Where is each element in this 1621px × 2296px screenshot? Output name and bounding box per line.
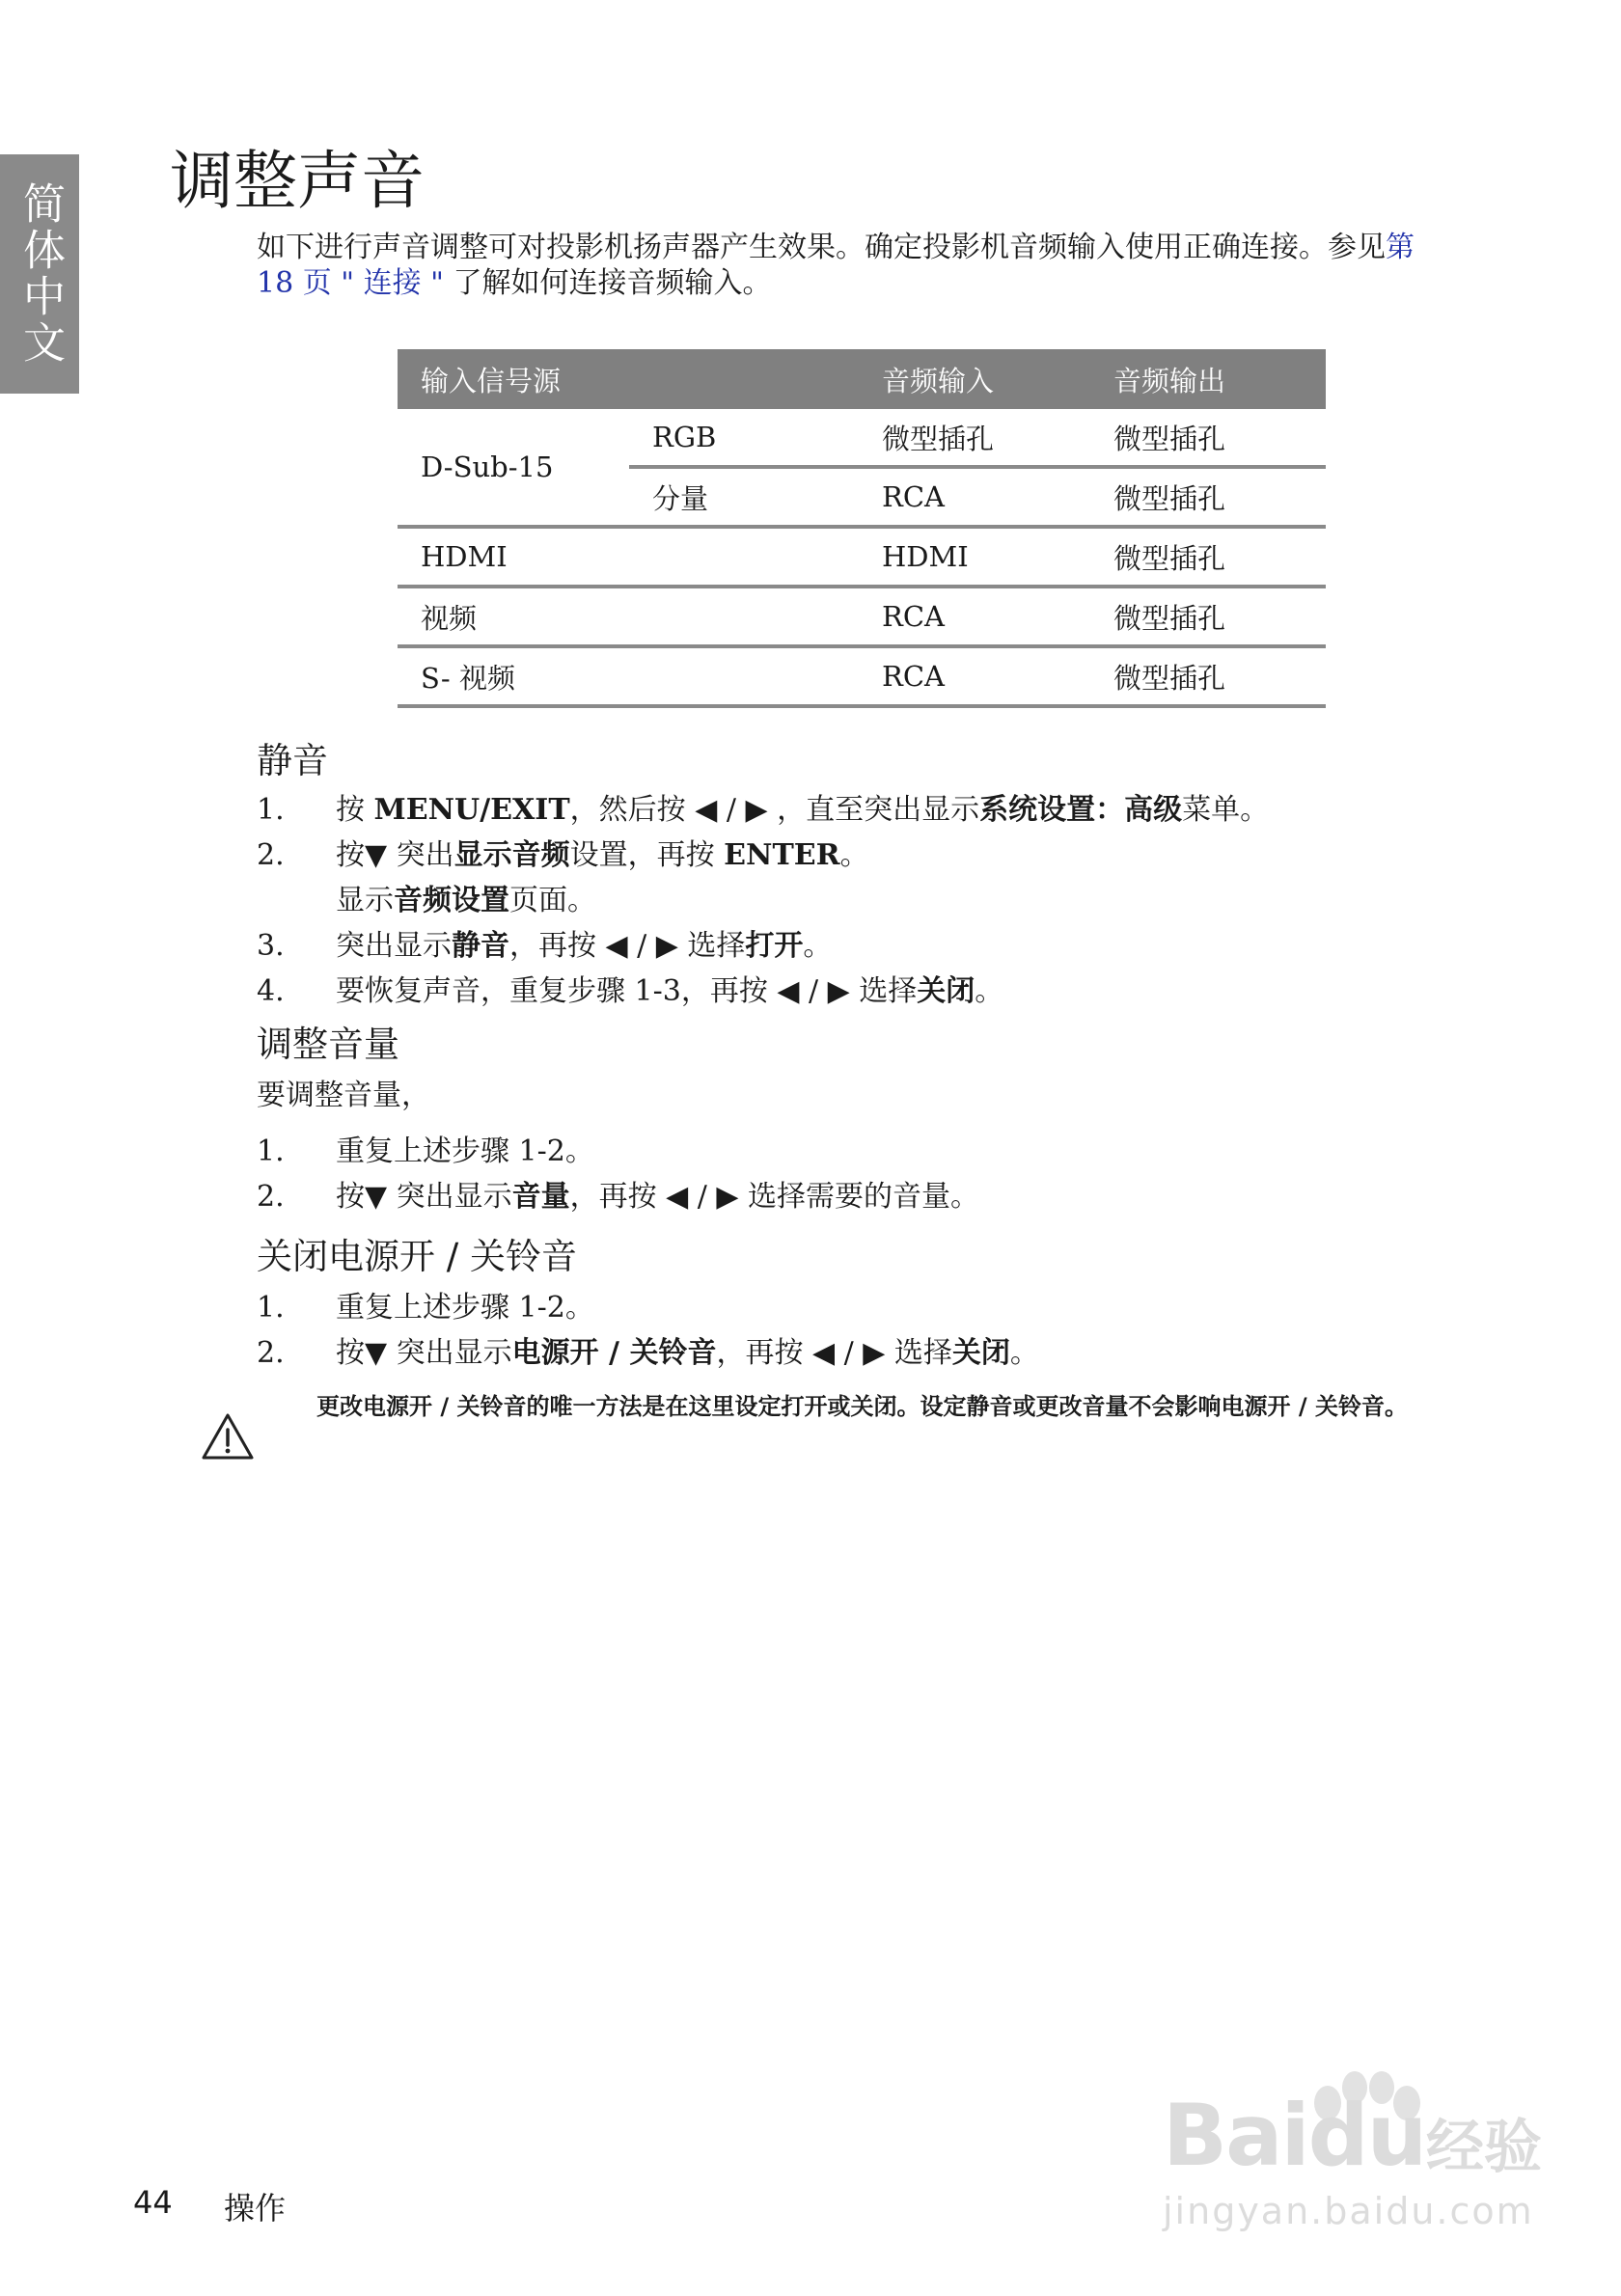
- cell-audio-in: HDMI: [859, 527, 1090, 587]
- list-item: 2. 按▼ 突出显示音频设置，再按 ENTER。 显示音频设置页面。: [257, 833, 1269, 923]
- header-audio-input: 音频输入: [859, 349, 1090, 409]
- cell-sub: RGB: [629, 409, 859, 467]
- heading-mute: 静音: [257, 740, 328, 781]
- volume-intro: 要调整音量，: [257, 1079, 430, 1112]
- step-subline: 显示音频设置页面。: [336, 884, 596, 917]
- language-tab-label: 简体中文: [15, 181, 65, 367]
- heading-volume: 调整音量: [257, 1024, 399, 1065]
- table-row: [398, 527, 1326, 587]
- page-number: 44: [133, 2184, 173, 2221]
- cell-sub: [629, 527, 859, 587]
- list-item: 2. 按▼ 突出显示音量，再按 ◀ / ▶ 选择需要的音量。: [257, 1180, 980, 1214]
- cell-sub: [629, 646, 859, 706]
- list-item: 1. 重复上述步骤 1-2。: [257, 1134, 594, 1168]
- watermark-product: 经验: [1426, 2114, 1542, 2181]
- mute-steps: [257, 787, 1269, 1014]
- cell-audio-out: 微型插孔: [1090, 646, 1326, 706]
- list-item: 4. 要恢复声音，重复步骤 1-3，再按 ◀ / ▶ 选择关闭。: [257, 974, 1004, 1008]
- cell-source: HDMI: [398, 527, 629, 587]
- cell-audio-in: RCA: [859, 467, 1090, 527]
- table-row: [398, 646, 1326, 706]
- page-title: 调整声音: [170, 144, 425, 218]
- power-tone-steps: [257, 1285, 1039, 1376]
- language-tab: [0, 154, 79, 394]
- intro-paragraph: 如下进行声音调整可对投影机扬声器产生效果。确定投影机音频输入使用正确连接。参见第 18 页 " 连接 " 了解如何连接音频输入。: [257, 231, 1415, 300]
- list-item: 2. 按▼ 突出显示电源开 / 关铃音，再按 ◀ / ▶ 选择关闭。: [257, 1336, 1039, 1370]
- cell-audio-out: 微型插孔: [1090, 467, 1326, 527]
- cell-audio-in: RCA: [859, 587, 1090, 646]
- cell-source: S- 视频: [398, 646, 629, 706]
- cell-audio-in: RCA: [859, 646, 1090, 706]
- cell-audio-out: 微型插孔: [1090, 409, 1326, 467]
- audio-signal-table: [398, 349, 1326, 708]
- list-item: 1. 按 MENU/EXIT，然后按 ◀ / ▶ ，直至突出显示系统设置：高级菜单。: [257, 793, 1270, 827]
- watermark-url: jingyan.baidu.com: [1163, 2190, 1534, 2232]
- cell-sub: [629, 587, 859, 646]
- watermark-brand: Baidu: [1163, 2086, 1426, 2185]
- cell-source: D-Sub-15: [398, 409, 629, 527]
- cell-audio-out: 微型插孔: [1090, 587, 1326, 646]
- connection-link[interactable]: 第 18 页 " 连接 ": [257, 231, 1415, 300]
- note-text: 更改电源开 / 关铃音的唯一方法是在这里设定打开或关闭。设定静音或更改音量不会影响电源开 / 关铃音。: [316, 1393, 1408, 1420]
- table-header-row: [398, 349, 1326, 409]
- header-input-source: 输入信号源: [398, 349, 629, 409]
- page-section: 操作: [224, 2190, 287, 2227]
- cell-source: 视频: [398, 587, 629, 646]
- table-row: [398, 409, 1326, 467]
- volume-steps: [257, 1129, 979, 1219]
- list-item: 1. 重复上述步骤 1-2。: [257, 1291, 594, 1325]
- header-blank: [629, 349, 859, 409]
- warning-icon: [201, 1412, 255, 1461]
- cell-sub: 分量: [629, 467, 859, 527]
- list-item: 3. 突出显示静音，再按 ◀ / ▶ 选择打开。: [257, 929, 833, 963]
- heading-power-tone: 关闭电源开 / 关铃音: [257, 1236, 577, 1277]
- table-row: [398, 587, 1326, 646]
- header-audio-output: 音频输出: [1090, 349, 1326, 409]
- cell-audio-out: 微型插孔: [1090, 527, 1326, 587]
- cell-audio-in: 微型插孔: [859, 409, 1090, 467]
